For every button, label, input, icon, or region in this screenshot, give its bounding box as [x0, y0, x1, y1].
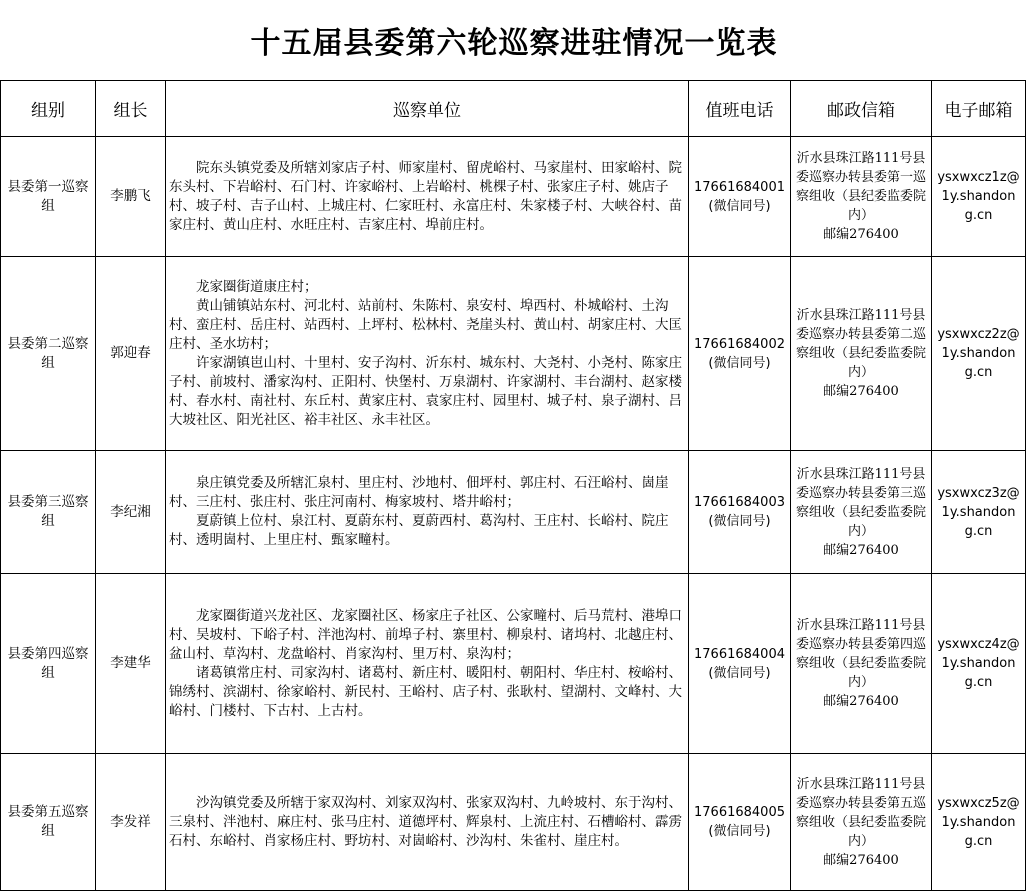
units-cell	[166, 257, 689, 451]
units-cell	[166, 137, 689, 257]
mailbox-cell	[791, 574, 932, 754]
phone-cell	[689, 754, 791, 891]
mailbox-postcode: 邮编276400	[823, 694, 899, 709]
units-paragraph: 黄山铺镇站东村、河北村、站前村、朱陈村、泉安村、埠西村、朴城峪村、土沟村、蛮庄村、岳庄村、站西村、上坪村、松林村、尧崖头村、黄山村、胡家庄村、大匡庄村、圣水坊村；	[169, 297, 682, 352]
units-paragraph: 龙家圈街道兴龙社区、龙家圈社区、杨家庄子社区、公家疃村、后马荒村、港埠口村、吴坡村、下峪子村、泮池沟村、前埠子村、寨里村、柳泉村、诸坞村、北越庄村、盆山村、草沟村、龙盘峪村、肖家沟村、里万村、泉沟村；	[169, 607, 682, 662]
units-paragraph: 院东头镇党委及所辖刘家店子村、师家崖村、留虎峪村、马家崖村、田家峪村、院东头村、下岩峪村、石门村、许家峪村、上岩峪村、桃棵子村、张家庄子村、姚店子村、坡子村、吉子山村、上城庄村、仁家旺村、永富庄村、朱家楼子村、大峡谷村、苗家庄村、黄山庄村、水旺庄村、吉家庄村、埠前庄村。	[169, 159, 682, 233]
table-row	[1, 574, 1026, 754]
phone-number: 17661684001	[694, 179, 785, 195]
mailbox-address: 沂水县珠江路111号县委巡察办转县委第五巡察组收（县纪委监委院内）	[795, 776, 926, 849]
group-cell: 县委第五巡察组	[1, 754, 96, 891]
leader-cell: 李纪湘	[96, 451, 166, 574]
email-cell: ysxwxcz5z@1y.shandong.cn	[932, 754, 1026, 891]
units-paragraph: 泉庄镇党委及所辖汇泉村、里庄村、沙地村、佃坪村、郭庄村、石汪峪村、崮崖村、三庄村、张庄村、张庄河南村、梅家坡村、塔井峪村；	[169, 475, 669, 510]
header-mailbox: 邮政信箱	[791, 81, 932, 137]
mailbox-postcode: 邮编276400	[823, 384, 899, 399]
header-email: 电子邮箱	[932, 81, 1026, 137]
email-cell: ysxwxcz3z@1y.shandong.cn	[932, 451, 1026, 574]
phone-cell	[689, 451, 791, 574]
units-paragraph: 沙沟镇党委及所辖于家双沟村、刘家双沟村、张家双沟村、九岭坡村、东于沟村、三泉村、泮池村、麻庄村、张马庄村、道德坪村、辉泉村、上流庄村、石槽峪村、霹雳石村、东峪村、肖家杨庄村、野坊村、对崮峪村、沙沟村、朱雀村、崖庄村。	[169, 794, 682, 849]
group-cell: 县委第四巡察组	[1, 574, 96, 754]
leader-cell: 李鹏飞	[96, 137, 166, 257]
phone-note: (微信同号)	[708, 355, 771, 371]
header-group: 组别	[1, 81, 96, 137]
phone-number: 17661684003	[694, 495, 785, 510]
mailbox-address: 沂水县珠江路111号县委巡察办转县委第二巡察组收（县纪委监委院内）	[795, 308, 926, 380]
phone-number: 17661684002	[694, 336, 785, 352]
leader-cell: 郭迎春	[96, 257, 166, 451]
units-paragraph: 许家湖镇岜山村、十里村、安子沟村、沂东村、城东村、大尧村、小尧村、陈家庄子村、前坡村、潘家沟村、正阳村、快堡村、万泉湖村、许家湖村、丰台湖村、赵家楼村、春水村、南社村、东丘村、黄家庄村、袁家庄村、园里村、城子村、泉子湖村、吕大坡社区、阳光社区、裕丰社区、永丰社区。	[169, 354, 682, 428]
units-cell	[166, 451, 689, 574]
email-cell: ysxwxcz1z@1y.shandong.cn	[932, 137, 1026, 257]
group-cell: 县委第三巡察组	[1, 451, 96, 574]
phone-cell	[689, 137, 791, 257]
leader-cell: 李发祥	[96, 754, 166, 891]
mailbox-address: 沂水县珠江路111号县委巡察办转县委第三巡察组收（县纪委监委院内）	[795, 466, 926, 539]
email-cell: ysxwxcz4z@1y.shandong.cn	[932, 574, 1026, 754]
table-row	[1, 257, 1026, 451]
mailbox-postcode: 邮编276400	[823, 852, 899, 868]
phone-cell	[689, 257, 791, 451]
group-cell: 县委第二巡察组	[1, 257, 96, 451]
phone-note: (微信同号)	[708, 665, 771, 681]
email-cell: ysxwxcz2z@1y.shandong.cn	[932, 257, 1026, 451]
units-paragraph: 夏蔚镇上位村、泉江村、夏蔚东村、夏蔚西村、葛沟村、王庄村、长峪村、院庄村、透明崮村、上里庄村、甄家疃村。	[169, 513, 669, 548]
header-units: 巡察单位	[166, 81, 689, 137]
table-row	[1, 754, 1026, 891]
inspection-table	[0, 80, 1026, 891]
leader-cell: 李建华	[96, 574, 166, 754]
group-cell: 县委第一巡察组	[1, 137, 96, 257]
units-paragraph: 诸葛镇常庄村、司家沟村、诸葛村、新庄村、暖阳村、朝阳村、华庄村、桉峪村、锦绣村、滨湖村、徐家峪村、新民村、王峪村、店子村、张耿村、望湖村、文峰村、大峪村、门楼村、下古村、上古村。	[169, 664, 682, 719]
phone-number: 17661684005	[694, 805, 785, 820]
header-row	[1, 81, 1026, 137]
units-paragraph: 龙家圈街道康庄村；	[196, 278, 318, 295]
table-row	[1, 451, 1026, 574]
header-phone: 值班电话	[689, 81, 791, 137]
header-leader: 组长	[96, 81, 166, 137]
phone-note: (微信同号)	[708, 514, 771, 529]
mailbox-cell	[791, 451, 932, 574]
units-cell	[166, 754, 689, 891]
mailbox-cell	[791, 257, 932, 451]
mailbox-cell	[791, 754, 932, 891]
phone-number: 17661684004	[694, 646, 785, 662]
phone-note: (微信同号)	[708, 824, 771, 839]
phone-note: (微信同号)	[708, 198, 771, 214]
phone-cell	[689, 574, 791, 754]
mailbox-postcode: 邮编276400	[823, 227, 899, 242]
mailbox-address: 沂水县珠江路111号县委巡察办转县委第一巡察组收（县纪委监委院内）	[795, 151, 926, 223]
page-title: 十五届县委第六轮巡察进驻情况一览表	[250, 26, 778, 61]
units-cell	[166, 574, 689, 754]
mailbox-postcode: 邮编276400	[823, 542, 899, 558]
mailbox-address: 沂水县珠江路111号县委巡察办转县委第四巡察组收（县纪委监委院内）	[795, 618, 926, 690]
mailbox-cell	[791, 137, 932, 257]
table-row	[1, 137, 1026, 257]
